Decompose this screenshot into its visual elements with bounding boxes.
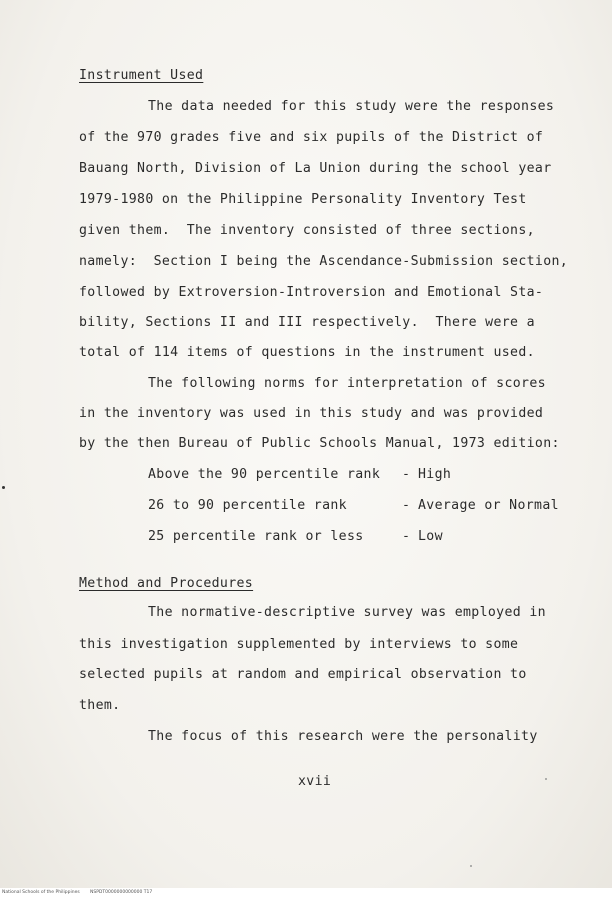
text-line: by the then Bureau of Public Schools Manual, 1973 edition: (79, 436, 560, 451)
text-line: this investigation supplemented by interviews to some (79, 637, 519, 652)
footer-left: National Schools of the Philippines (2, 890, 80, 895)
text-line: followed by Extroversion-Introversion and Emotional Sta- (79, 285, 544, 300)
norm-separator: - (402, 467, 411, 482)
text-line: The following norms for interpretation of scores (148, 376, 546, 391)
norm-label: Average or Normal (418, 498, 559, 513)
norm-label: Low (418, 529, 443, 544)
norm-separator: - (402, 529, 411, 544)
text-line: in the inventory was used in this study and was provided (79, 406, 544, 421)
section-heading-method: Method and Procedures (79, 576, 254, 591)
text-line: The data needed for this study were the responses (148, 99, 555, 114)
text-line: The normative-descriptive survey was employed in (148, 605, 546, 620)
footer-right: NSPDT0000000000000 T17 (90, 890, 153, 895)
text-line: bility, Sections II and III respectively. There were a (79, 315, 535, 330)
norm-separator: - (402, 498, 411, 513)
norm-range: 26 to 90 percentile rank (148, 498, 347, 513)
text-line: of the 970 grades five and six pupils of the District of (79, 130, 544, 145)
text-line: them. (79, 698, 121, 713)
scan-speck (545, 778, 547, 780)
page-number: xvii (298, 774, 332, 789)
text-line: Bauang North, Division of La Union during the school year (79, 161, 552, 176)
section-heading-instrument: Instrument Used (79, 68, 204, 83)
text-line: given them. The inventory consisted of three sections, (79, 223, 535, 238)
scan-speck (470, 865, 472, 867)
scan-mark (2, 486, 5, 489)
text-line: total of 114 items of questions in the instrument used. (79, 345, 535, 360)
text-line: 1979-1980 on the Philippine Personality Inventory Test (79, 192, 527, 207)
text-line: namely: Section I being the Ascendance-Submission section, (79, 254, 569, 269)
norm-range: Above the 90 percentile rank (148, 467, 381, 482)
norm-range: 25 percentile rank or less (148, 529, 364, 544)
text-line: The focus of this research were the personality (148, 729, 538, 744)
norm-label: High (418, 467, 452, 482)
text-line: selected pupils at random and empirical observation to (79, 667, 527, 682)
